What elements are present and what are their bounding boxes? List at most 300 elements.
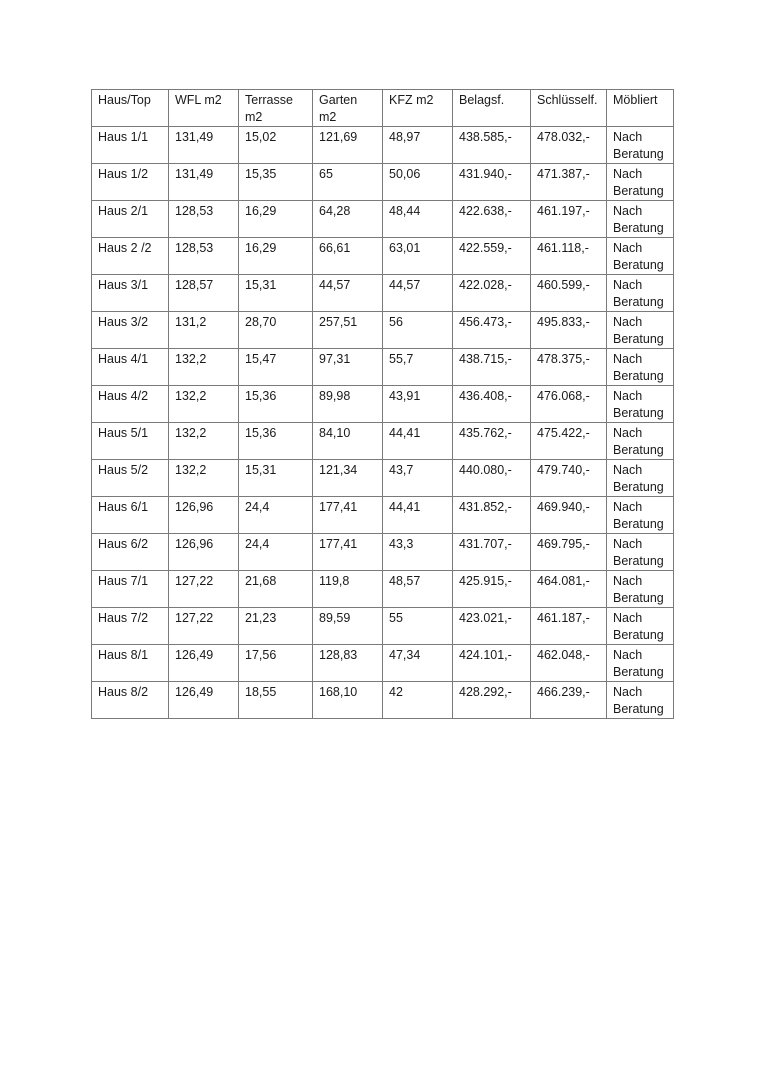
cell-terrasse bbox=[239, 423, 313, 460]
cell-text: 21,23 bbox=[245, 611, 277, 625]
table-row bbox=[92, 571, 674, 608]
cell-text: Haus 6/2 bbox=[98, 537, 149, 551]
header-text: KFZ m2 bbox=[389, 93, 434, 107]
cell-text: Haus 4/2 bbox=[98, 389, 149, 403]
cell-moebliert bbox=[607, 571, 674, 608]
cell-wfl bbox=[169, 275, 239, 312]
cell-text: 177,41 bbox=[319, 500, 358, 514]
cell-moebliert bbox=[607, 201, 674, 238]
cell-schluesself bbox=[531, 127, 607, 164]
cell-schluesself bbox=[531, 164, 607, 201]
cell-text: Nach bbox=[613, 389, 643, 403]
header-text: Terrasse bbox=[245, 93, 293, 107]
cell-text: 43,7 bbox=[389, 463, 414, 477]
cell-text: 423.021,- bbox=[459, 611, 512, 625]
cell-text: Nach bbox=[613, 204, 643, 218]
cell-moebliert bbox=[607, 645, 674, 682]
cell-belagsf bbox=[453, 534, 531, 571]
cell-garten bbox=[313, 312, 383, 349]
cell-text: 436.408,- bbox=[459, 389, 512, 403]
cell-text: Nach bbox=[613, 315, 643, 329]
cell-text: Nach bbox=[613, 463, 643, 477]
cell-moebliert bbox=[607, 312, 674, 349]
table-row bbox=[92, 349, 674, 386]
cell-text: 66,61 bbox=[319, 241, 351, 255]
cell-belagsf bbox=[453, 645, 531, 682]
cell-haus-top bbox=[92, 571, 169, 608]
cell-belagsf bbox=[453, 386, 531, 423]
cell-text: 15,31 bbox=[245, 463, 277, 477]
cell-terrasse bbox=[239, 312, 313, 349]
cell-moebliert bbox=[607, 127, 674, 164]
cell-schluesself bbox=[531, 349, 607, 386]
cell-text: 48,57 bbox=[389, 574, 421, 588]
cell-text: Haus 3/1 bbox=[98, 278, 149, 292]
cell-terrasse bbox=[239, 571, 313, 608]
table-row bbox=[92, 460, 674, 497]
cell-text: 132,2 bbox=[175, 352, 207, 366]
cell-text: 17,56 bbox=[245, 648, 277, 662]
cell-kfz bbox=[383, 386, 453, 423]
cell-text: 131,2 bbox=[175, 315, 207, 329]
cell-kfz bbox=[383, 682, 453, 719]
cell-terrasse bbox=[239, 645, 313, 682]
cell-wfl bbox=[169, 645, 239, 682]
table-row bbox=[92, 423, 674, 460]
cell-text: 97,31 bbox=[319, 352, 351, 366]
cell-text: 48,97 bbox=[389, 130, 421, 144]
cell-text: Nach bbox=[613, 352, 643, 366]
cell-text: 471.387,- bbox=[537, 167, 590, 181]
cell-text: 15,36 bbox=[245, 389, 277, 403]
cell-text: Haus 8/1 bbox=[98, 648, 149, 662]
cell-text: Nach bbox=[613, 500, 643, 514]
cell-text: 63,01 bbox=[389, 241, 421, 255]
cell-garten bbox=[313, 238, 383, 275]
cell-text: 425.915,- bbox=[459, 574, 512, 588]
table-row bbox=[92, 164, 674, 201]
cell-kfz bbox=[383, 164, 453, 201]
cell-text: 461.197,- bbox=[537, 204, 590, 218]
cell-moebliert bbox=[607, 460, 674, 497]
cell-terrasse bbox=[239, 682, 313, 719]
cell-text: 44,41 bbox=[389, 426, 421, 440]
cell-text: 456.473,- bbox=[459, 315, 512, 329]
cell-text: 131,49 bbox=[175, 167, 214, 181]
cell-text: 55,7 bbox=[389, 352, 414, 366]
cell-garten bbox=[313, 349, 383, 386]
cell-haus-top bbox=[92, 127, 169, 164]
cell-text: Beratung bbox=[613, 554, 664, 568]
cell-schluesself bbox=[531, 386, 607, 423]
cell-text: 469.940,- bbox=[537, 500, 590, 514]
cell-text: 127,22 bbox=[175, 574, 214, 588]
cell-text: 48,44 bbox=[389, 204, 421, 218]
cell-wfl bbox=[169, 571, 239, 608]
cell-wfl bbox=[169, 534, 239, 571]
header-text: Haus/Top bbox=[98, 93, 151, 107]
header-text: Möbliert bbox=[613, 93, 658, 107]
cell-garten bbox=[313, 682, 383, 719]
cell-text: 132,2 bbox=[175, 389, 207, 403]
cell-text: Haus 8/2 bbox=[98, 685, 149, 699]
cell-schluesself bbox=[531, 201, 607, 238]
cell-text: 119,8 bbox=[319, 574, 350, 588]
table-row bbox=[92, 497, 674, 534]
cell-moebliert bbox=[607, 386, 674, 423]
cell-text: 422.559,- bbox=[459, 241, 512, 255]
cell-text: 460.599,- bbox=[537, 278, 590, 292]
cell-haus-top bbox=[92, 682, 169, 719]
cell-text: Haus 4/1 bbox=[98, 352, 149, 366]
cell-text: Haus 1/1 bbox=[98, 130, 149, 144]
cell-terrasse bbox=[239, 349, 313, 386]
cell-text: Beratung bbox=[613, 480, 664, 494]
cell-kfz bbox=[383, 423, 453, 460]
cell-text: Nach bbox=[613, 278, 643, 292]
price-table bbox=[91, 89, 674, 719]
header-kfz bbox=[383, 90, 453, 127]
cell-text: Beratung bbox=[613, 295, 664, 309]
table-row bbox=[92, 238, 674, 275]
cell-garten bbox=[313, 608, 383, 645]
cell-terrasse bbox=[239, 275, 313, 312]
cell-schluesself bbox=[531, 645, 607, 682]
cell-text: Haus 2 /2 bbox=[98, 241, 152, 255]
cell-schluesself bbox=[531, 460, 607, 497]
cell-text: 15,02 bbox=[245, 130, 277, 144]
cell-moebliert bbox=[607, 534, 674, 571]
cell-text: 84,10 bbox=[319, 426, 351, 440]
cell-text: 435.762,- bbox=[459, 426, 512, 440]
cell-text: 476.068,- bbox=[537, 389, 590, 403]
cell-text: 47,34 bbox=[389, 648, 421, 662]
cell-text: 257,51 bbox=[319, 315, 358, 329]
cell-wfl bbox=[169, 201, 239, 238]
cell-garten bbox=[313, 164, 383, 201]
cell-garten bbox=[313, 460, 383, 497]
cell-kfz bbox=[383, 460, 453, 497]
cell-text: 478.032,- bbox=[537, 130, 590, 144]
header-haus-top bbox=[92, 90, 169, 127]
cell-kfz bbox=[383, 571, 453, 608]
table-row bbox=[92, 201, 674, 238]
table-row bbox=[92, 608, 674, 645]
cell-text: 126,96 bbox=[175, 537, 214, 551]
cell-text: 121,69 bbox=[319, 130, 358, 144]
cell-text: 428.292,- bbox=[459, 685, 512, 699]
cell-moebliert bbox=[607, 497, 674, 534]
cell-text: Beratung bbox=[613, 517, 664, 531]
cell-text: 44,57 bbox=[389, 278, 421, 292]
table-row bbox=[92, 534, 674, 571]
cell-text: Nach bbox=[613, 130, 643, 144]
cell-text: Haus 7/2 bbox=[98, 611, 149, 625]
cell-wfl bbox=[169, 682, 239, 719]
cell-garten bbox=[313, 645, 383, 682]
cell-text: 462.048,- bbox=[537, 648, 590, 662]
cell-text: 168,10 bbox=[319, 685, 358, 699]
table-row bbox=[92, 127, 674, 164]
cell-kfz bbox=[383, 127, 453, 164]
cell-kfz bbox=[383, 608, 453, 645]
table-body bbox=[92, 127, 674, 719]
cell-wfl bbox=[169, 164, 239, 201]
cell-moebliert bbox=[607, 682, 674, 719]
cell-text: 42 bbox=[389, 685, 403, 699]
cell-garten bbox=[313, 423, 383, 460]
cell-text: 438.585,- bbox=[459, 130, 512, 144]
cell-text: 478.375,- bbox=[537, 352, 590, 366]
cell-belagsf bbox=[453, 460, 531, 497]
cell-text: 64,28 bbox=[319, 204, 351, 218]
cell-text: 43,3 bbox=[389, 537, 414, 551]
cell-text: Beratung bbox=[613, 147, 664, 161]
cell-text: Beratung bbox=[613, 406, 664, 420]
cell-belagsf bbox=[453, 497, 531, 534]
cell-terrasse bbox=[239, 386, 313, 423]
cell-haus-top bbox=[92, 608, 169, 645]
cell-text: Beratung bbox=[613, 443, 664, 457]
cell-text: 126,49 bbox=[175, 648, 214, 662]
cell-wfl bbox=[169, 386, 239, 423]
cell-garten bbox=[313, 571, 383, 608]
cell-wfl bbox=[169, 608, 239, 645]
cell-text: Haus 2/1 bbox=[98, 204, 149, 218]
cell-kfz bbox=[383, 312, 453, 349]
cell-haus-top bbox=[92, 238, 169, 275]
cell-text: 16,29 bbox=[245, 241, 277, 255]
cell-text: 128,57 bbox=[175, 278, 214, 292]
cell-schluesself bbox=[531, 238, 607, 275]
cell-moebliert bbox=[607, 238, 674, 275]
cell-garten bbox=[313, 201, 383, 238]
cell-haus-top bbox=[92, 534, 169, 571]
cell-text: Beratung bbox=[613, 628, 664, 642]
header-text: m2 bbox=[319, 110, 337, 124]
cell-belagsf bbox=[453, 682, 531, 719]
cell-wfl bbox=[169, 460, 239, 497]
cell-wfl bbox=[169, 423, 239, 460]
cell-text: 43,91 bbox=[389, 389, 421, 403]
cell-text: 50,06 bbox=[389, 167, 421, 181]
cell-text: 177,41 bbox=[319, 537, 358, 551]
cell-haus-top bbox=[92, 423, 169, 460]
cell-text: 131,49 bbox=[175, 130, 214, 144]
cell-text: Nach bbox=[613, 241, 643, 255]
cell-text: 422.638,- bbox=[459, 204, 512, 218]
cell-schluesself bbox=[531, 608, 607, 645]
cell-kfz bbox=[383, 645, 453, 682]
header-belagsf bbox=[453, 90, 531, 127]
cell-haus-top bbox=[92, 164, 169, 201]
cell-schluesself bbox=[531, 682, 607, 719]
cell-text: 128,53 bbox=[175, 204, 214, 218]
cell-wfl bbox=[169, 312, 239, 349]
cell-text: Beratung bbox=[613, 258, 664, 272]
cell-belagsf bbox=[453, 608, 531, 645]
cell-text: Beratung bbox=[613, 702, 664, 716]
header-text: Schlüsself. bbox=[537, 93, 598, 107]
cell-text: 469.795,- bbox=[537, 537, 590, 551]
header-text: m2 bbox=[245, 110, 263, 124]
cell-text: 431.940,- bbox=[459, 167, 512, 181]
cell-terrasse bbox=[239, 497, 313, 534]
cell-moebliert bbox=[607, 275, 674, 312]
cell-text: Beratung bbox=[613, 332, 664, 346]
cell-text: 126,49 bbox=[175, 685, 214, 699]
cell-belagsf bbox=[453, 164, 531, 201]
cell-garten bbox=[313, 386, 383, 423]
cell-text: 121,34 bbox=[319, 463, 358, 477]
cell-text: Nach bbox=[613, 426, 643, 440]
cell-terrasse bbox=[239, 608, 313, 645]
cell-belagsf bbox=[453, 127, 531, 164]
cell-text: Haus 3/2 bbox=[98, 315, 149, 329]
cell-terrasse bbox=[239, 127, 313, 164]
cell-garten bbox=[313, 534, 383, 571]
cell-belagsf bbox=[453, 238, 531, 275]
header-text: Belagsf. bbox=[459, 93, 505, 107]
cell-terrasse bbox=[239, 164, 313, 201]
cell-text: 21,68 bbox=[245, 574, 277, 588]
cell-text: 28,70 bbox=[245, 315, 277, 329]
cell-wfl bbox=[169, 238, 239, 275]
cell-text: 15,36 bbox=[245, 426, 277, 440]
cell-text: 16,29 bbox=[245, 204, 277, 218]
header-wfl bbox=[169, 90, 239, 127]
cell-text: Nach bbox=[613, 648, 643, 662]
header-terrasse bbox=[239, 90, 313, 127]
header-text: WFL m2 bbox=[175, 93, 222, 107]
table-row bbox=[92, 386, 674, 423]
cell-text: 431.852,- bbox=[459, 500, 512, 514]
header-schluesself bbox=[531, 90, 607, 127]
cell-text: 431.707,- bbox=[459, 537, 512, 551]
cell-text: 44,41 bbox=[389, 500, 421, 514]
cell-text: Nach bbox=[613, 574, 643, 588]
cell-text: Nach bbox=[613, 167, 643, 181]
cell-terrasse bbox=[239, 534, 313, 571]
cell-text: Haus 5/1 bbox=[98, 426, 149, 440]
cell-schluesself bbox=[531, 534, 607, 571]
cell-text: 18,55 bbox=[245, 685, 277, 699]
cell-text: 24,4 bbox=[245, 537, 270, 551]
cell-haus-top bbox=[92, 312, 169, 349]
cell-text: 438.715,- bbox=[459, 352, 512, 366]
cell-wfl bbox=[169, 349, 239, 386]
header-moebliert bbox=[607, 90, 674, 127]
cell-text: 89,59 bbox=[319, 611, 351, 625]
cell-text: 475.422,- bbox=[537, 426, 590, 440]
cell-text: 466.239,- bbox=[537, 685, 590, 699]
cell-text: 126,96 bbox=[175, 500, 214, 514]
cell-text: 24,4 bbox=[245, 500, 270, 514]
header-text: Garten bbox=[319, 93, 358, 107]
cell-moebliert bbox=[607, 423, 674, 460]
cell-kfz bbox=[383, 201, 453, 238]
cell-belagsf bbox=[453, 312, 531, 349]
cell-text: Nach bbox=[613, 611, 643, 625]
cell-text: Haus 6/1 bbox=[98, 500, 149, 514]
table-header bbox=[92, 90, 674, 127]
cell-text: 15,31 bbox=[245, 278, 277, 292]
cell-haus-top bbox=[92, 275, 169, 312]
cell-text: 128,53 bbox=[175, 241, 214, 255]
cell-terrasse bbox=[239, 460, 313, 497]
header-garten bbox=[313, 90, 383, 127]
cell-text: Beratung bbox=[613, 591, 664, 605]
cell-text: Beratung bbox=[613, 184, 664, 198]
cell-schluesself bbox=[531, 423, 607, 460]
cell-text: 495.833,- bbox=[537, 315, 590, 329]
cell-text: 461.118,- bbox=[537, 241, 589, 255]
cell-terrasse bbox=[239, 201, 313, 238]
cell-kfz bbox=[383, 275, 453, 312]
cell-belagsf bbox=[453, 571, 531, 608]
cell-text: Haus 1/2 bbox=[98, 167, 149, 181]
table-row bbox=[92, 275, 674, 312]
cell-text: 15,35 bbox=[245, 167, 277, 181]
cell-text: 132,2 bbox=[175, 463, 207, 477]
cell-moebliert bbox=[607, 164, 674, 201]
cell-text: 44,57 bbox=[319, 278, 351, 292]
cell-text: Beratung bbox=[613, 665, 664, 679]
cell-schluesself bbox=[531, 571, 607, 608]
cell-garten bbox=[313, 275, 383, 312]
cell-belagsf bbox=[453, 423, 531, 460]
cell-garten bbox=[313, 497, 383, 534]
cell-text: Haus 7/1 bbox=[98, 574, 149, 588]
cell-text: Haus 5/2 bbox=[98, 463, 149, 477]
cell-wfl bbox=[169, 497, 239, 534]
cell-text: 424.101,- bbox=[459, 648, 512, 662]
cell-schluesself bbox=[531, 497, 607, 534]
cell-text: 65 bbox=[319, 167, 333, 181]
cell-text: 132,2 bbox=[175, 426, 207, 440]
cell-kfz bbox=[383, 349, 453, 386]
table-row bbox=[92, 682, 674, 719]
cell-schluesself bbox=[531, 275, 607, 312]
table-row bbox=[92, 312, 674, 349]
cell-haus-top bbox=[92, 201, 169, 238]
cell-haus-top bbox=[92, 349, 169, 386]
cell-text: 128,83 bbox=[319, 648, 358, 662]
cell-haus-top bbox=[92, 497, 169, 534]
cell-schluesself bbox=[531, 312, 607, 349]
cell-terrasse bbox=[239, 238, 313, 275]
cell-text: 464.081,- bbox=[537, 574, 590, 588]
cell-garten bbox=[313, 127, 383, 164]
cell-text: 422.028,- bbox=[459, 278, 512, 292]
cell-text: 15,47 bbox=[245, 352, 277, 366]
cell-text: 440.080,- bbox=[459, 463, 512, 477]
cell-belagsf bbox=[453, 201, 531, 238]
cell-moebliert bbox=[607, 349, 674, 386]
cell-belagsf bbox=[453, 275, 531, 312]
cell-text: 479.740,- bbox=[537, 463, 590, 477]
cell-text: 127,22 bbox=[175, 611, 214, 625]
cell-kfz bbox=[383, 497, 453, 534]
cell-text: Beratung bbox=[613, 369, 664, 383]
header-row bbox=[92, 90, 674, 127]
cell-wfl bbox=[169, 127, 239, 164]
cell-text: Nach bbox=[613, 685, 643, 699]
cell-haus-top bbox=[92, 645, 169, 682]
cell-text: 461.187,- bbox=[537, 611, 590, 625]
cell-kfz bbox=[383, 238, 453, 275]
cell-kfz bbox=[383, 534, 453, 571]
